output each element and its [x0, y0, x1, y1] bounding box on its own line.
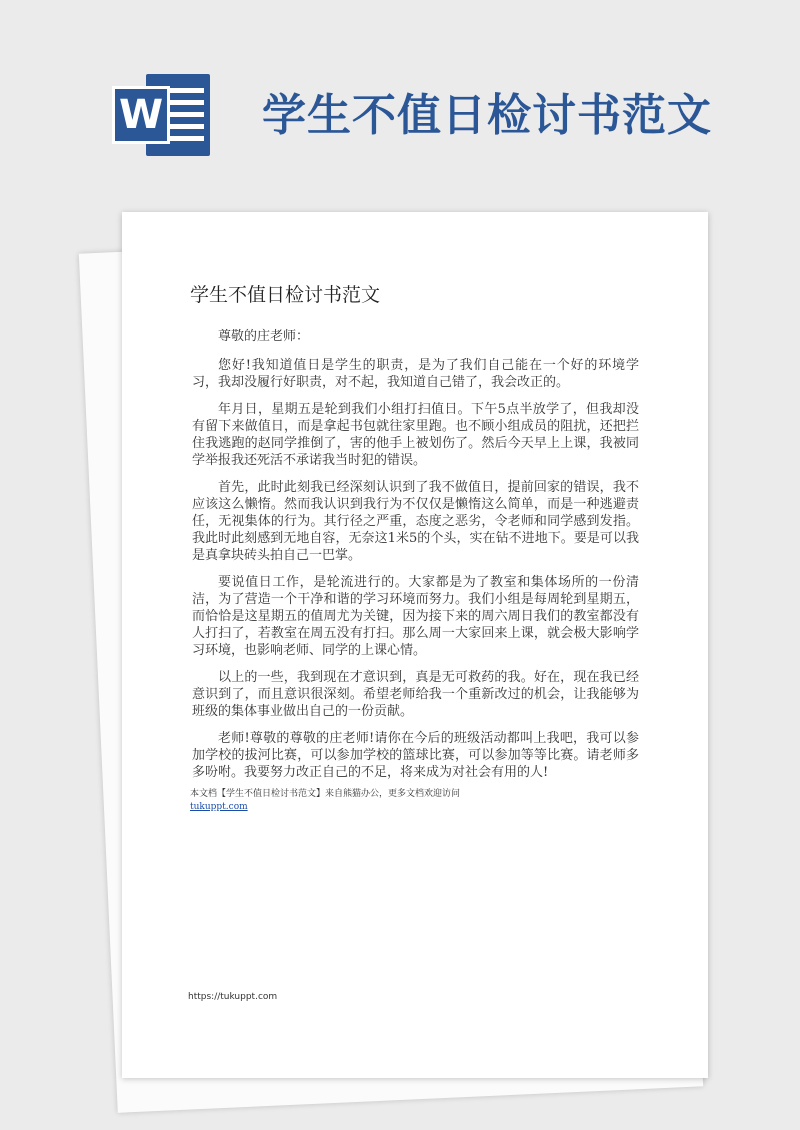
document-body — [192, 328, 639, 791]
source-link[interactable]: tukuppt.com — [190, 802, 248, 812]
footer-url[interactable]: https://tukuppt.com — [188, 992, 278, 1002]
paragraph: 首先，此时此刻我已经深刻认识到了我不做值日，提前回家的错误，我不应该这么懒惰。然而我认识到我行为不仅仅是懒惰这么简单，而是一种逃避责任，无视集体的行为。其行径之严重，态度之恶劣，令老师和同学感到发指。我此时此刻感到无地自容，无奈这1米5的个头，实在钻不进地下。要是可以我是真拿块砖头拍自己一巴掌。 — [192, 480, 639, 563]
source-note — [190, 788, 650, 814]
paragraph: 您好!我知道值日是学生的职责，是为了我们自己能在一个好的环境学习，我却没履行好职责，对不起，我知道自己错了，我会改正的。 — [192, 358, 639, 390]
source-text: 本文档【学生不值日检讨书范文】来自熊猫办公，更多文档欢迎访问 — [190, 789, 461, 799]
paragraph: 老师!尊敬的尊敬的庄老师!请你在今后的班级活动都叫上我吧，我可以参加学校的拔河比赛，可以参加学校的篮球比赛，可以参加等等比赛。请老师多多吩咐。我要努力改正自己的不足，将来成为对社会有用的人! — [192, 731, 639, 780]
document-title: 学生不值日检讨书范文 — [190, 284, 381, 306]
banner — [0, 0, 800, 200]
greeting: 尊敬的庄老师： — [218, 329, 310, 344]
word-letter-icon: W — [112, 86, 170, 144]
paragraph: 要说值日工作，是轮流进行的。大家都是为了教室和集体场所的一份清洁，为了营造一个干净和谐的学习环境而努力。我们小组是每周轮到星期五，而恰恰是这星期五的值周尤为关键，因为接下来的周六周日我们的教室都没有人打扫了，若教室在周五没有打扫。那么周一大家回来上课，就会极大影响学习环境，也影响老师、同学的上课心情。 — [192, 575, 639, 658]
banner-title: 学生不值日检讨书范文 — [262, 90, 712, 141]
document-page — [122, 212, 708, 1078]
paragraph: 年月日，星期五是轮到我们小组打扫值日。下午5点半放学了，但我却没有留下来做值日，而是拿起书包就往家里跑。也不顾小组成员的阻扰，还把拦住我逃跑的赵同学推倒了，害的他手上被划伤了。然后今天早上上课，我被同学举报我还死活不承诺我当时犯的错误。 — [192, 402, 639, 468]
paragraph: 以上的一些，我到现在才意识到，真是无可救药的我。好在，现在我已经意识到了，而且意识很深刻。希望老师给我一个重新改过的机会，让我能够为班级的集体事业做出自己的一份贡献。 — [192, 670, 639, 719]
word-document-icon — [112, 70, 218, 160]
